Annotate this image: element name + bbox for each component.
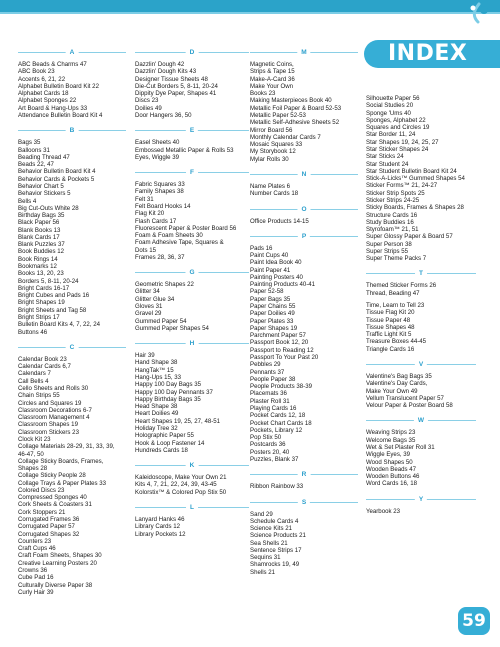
index-entry: Birthday Bags 35 — [18, 212, 65, 220]
section-gap — [366, 409, 476, 414]
index-entry: Number Cards 18 — [250, 190, 299, 198]
index-entry: Books 23 — [250, 90, 276, 98]
index-entry: Library Cards 12 — [135, 523, 181, 531]
index-entry: Alphabet Sponges 22 — [18, 97, 77, 105]
index-entry: Eyes, Wiggle 39 — [135, 153, 180, 161]
index-title-banner — [364, 40, 500, 68]
section-letter: F — [186, 167, 198, 179]
index-entry: Art Board & Hang-Ups 33 — [18, 104, 88, 112]
index-entry: Paper 52-58 — [250, 288, 284, 296]
index-entry: Super Strips 55 — [366, 247, 409, 255]
index-entry: Book Buddies 12 — [18, 248, 65, 256]
index-entry: Super Theme Packs 7 — [366, 255, 427, 263]
index-entry: Thread, Beading 47 — [366, 289, 420, 297]
index-entry: Attendance Bulletin Board Kit 4 — [18, 111, 103, 119]
index-entry: Frames 28, 36, 37 — [135, 253, 185, 261]
section-letter: E — [186, 125, 198, 137]
index-entry: Compressed Sponges 40 — [18, 494, 87, 502]
swirl-decoration-icon — [466, 2, 492, 24]
index-entry: Ribbon Rainbow 33 — [250, 483, 304, 491]
index-entry: Foam & Foam Sheets 30 — [135, 232, 203, 240]
index-entry: Craft Cups 46 — [18, 545, 56, 553]
index-entry: Chain Strips 55 — [18, 392, 60, 400]
index-entry: Doilies 49 — [135, 104, 162, 112]
index-entry: Heart Shapes 19, 25, 27, 48-51 — [135, 417, 221, 425]
index-entry: Happy 100 Day Bags 35 — [135, 381, 202, 389]
index-entry: Counters 23 — [18, 537, 52, 545]
section-heading — [250, 169, 358, 181]
index-entry: Classroom Management 4 — [18, 414, 90, 422]
index-entry: Buttons 46 — [18, 328, 48, 336]
index-entry: Star Sticks 24 — [366, 153, 404, 161]
section-letter: S — [298, 497, 310, 509]
index-entry: Calendar Book 23 — [18, 355, 67, 363]
section-heading — [135, 47, 249, 59]
index-entry: Mosaic Squares 33 — [250, 141, 303, 149]
index-entry: Collage Materials 28-29, 31, 33, 39, — [18, 443, 115, 451]
index-entry: Bright Strips 17 — [18, 314, 60, 321]
section-letter: P — [298, 231, 310, 243]
index-entry: Sticky Boards, Frames & Shapes 28 — [366, 204, 464, 212]
index-entry: Parchment Paper 57 — [250, 332, 306, 340]
section-heading — [250, 47, 358, 59]
section-letter: Y — [415, 494, 427, 506]
index-entry: Paint Cups 40 — [250, 252, 289, 260]
index-entry: Paper Chains 55 — [250, 303, 296, 311]
index-entry: ABC Beads & Charms 47 — [18, 61, 87, 68]
section-heading — [366, 359, 476, 371]
section-heading — [135, 502, 249, 514]
section-letter: H — [186, 338, 199, 350]
section-letter: C — [66, 342, 79, 354]
index-entry: Placemats 36 — [250, 390, 287, 398]
index-entry: Valentine's Bag Bags 35 — [366, 373, 432, 380]
index-entry: Flag Kit 20 — [135, 210, 165, 218]
index-entry: Cube Pad 16 — [18, 574, 54, 582]
index-entry: Wood Shapes 50 — [366, 458, 413, 466]
index-entry: Classroom Stickers 23 — [18, 428, 79, 436]
index-entry: Dazzlin' Dough 42 — [135, 61, 185, 68]
section-heading — [18, 125, 126, 137]
section-letter: L — [186, 502, 198, 514]
index-entry: Yearbook 23 — [366, 507, 400, 515]
index-entry: Study Buddies 16 — [366, 218, 414, 226]
section-letter: W — [414, 415, 428, 427]
index-entry: Structure Cards 16 — [366, 211, 418, 219]
index-entry: Playing Cards 16 — [250, 404, 297, 412]
index-entry: Super Person 38 — [366, 240, 412, 248]
index-entry: Calendar Cards 6,7 — [18, 363, 71, 371]
index-entry: Make-A-Card 36 — [250, 75, 295, 83]
index-entry: Calendars 7 — [18, 370, 51, 378]
index-entry: Felt 31 — [135, 195, 154, 203]
section-heading — [18, 47, 126, 59]
index-entry: Corrugated Frames 36 — [18, 516, 80, 524]
index-entry: Die-Cut Borders 5, 8-11, 20-24 — [135, 82, 218, 90]
index-entry: Welcome Bags 35 — [366, 436, 416, 444]
section-letter: B — [66, 125, 79, 137]
section-heading — [135, 125, 249, 137]
index-entry: Classroom Decorations 6-7 — [18, 406, 92, 414]
index-entry: Discs 23 — [135, 97, 159, 105]
index-entry: Science Products 21 — [250, 532, 306, 540]
index-entry: Cork Stoppers 21 — [18, 508, 66, 516]
section-gap — [18, 336, 126, 341]
index-entry: Sea Shells 21 — [250, 539, 288, 547]
index-entry: Tissue Flag Kit 20 — [366, 309, 415, 317]
index-entry: Family Shapes 38 — [135, 188, 184, 196]
index-entry: Paper Doilies 49 — [250, 310, 295, 318]
index-entry: Star Border 11, 24 — [366, 131, 416, 139]
section-gap — [135, 332, 249, 337]
section-heading — [366, 268, 476, 280]
index-entry: Hundreds Cards 18 — [135, 446, 188, 454]
section-heading — [250, 204, 358, 216]
section-gap — [366, 353, 476, 358]
index-entry: Monthly Calendar Cards 7 — [250, 133, 321, 141]
index-entry: HangTak™ 15 — [135, 366, 174, 374]
index-entry: Collage Sticky Boards, Frames, — [18, 457, 104, 465]
index-entry: Felt Board Hooks 14 — [135, 202, 191, 210]
index-entry: Gummed Paper Shapes 54 — [135, 324, 209, 332]
index-entry: Star Student Bulletin Board Kit 24 — [366, 167, 457, 175]
index-entry: Painting Posters 40 — [250, 273, 303, 281]
index-entry: Classroom Shapes 19 — [18, 421, 78, 429]
index-entry: Bags 35 — [18, 139, 41, 147]
index-entry: Paper Bags 35 — [250, 295, 291, 303]
index-entry: Hang-Ups 15, 33 — [135, 374, 182, 381]
index-entry: Bright Cards 16-17 — [18, 284, 70, 292]
index-entry: Fabric Squares 33 — [135, 181, 185, 189]
index-entry: Gummed Paper 54 — [135, 317, 187, 325]
index-entry: Kaleidoscope, Make Your Own 21 — [135, 474, 227, 482]
index-entry: Silhouette Paper 56 — [366, 95, 420, 102]
page-title: INDEX — [388, 41, 468, 66]
index-column-1 — [18, 46, 126, 601]
index-entry: Metallic Foil Paper & Board 52-53 — [250, 104, 342, 112]
section-gap — [18, 119, 126, 124]
index-entry: Dazzlin' Dough Kits 43 — [135, 68, 197, 76]
top-stripe — [0, 0, 500, 12]
index-entry: Pocket Cards 12, 18 — [250, 412, 306, 420]
index-entry: Passport to Reading 12 — [250, 346, 314, 354]
index-entry: Wiggle Eyes, 39 — [366, 451, 411, 459]
section-heading — [250, 231, 358, 243]
section-gap — [135, 538, 249, 543]
index-entry: Posters 20, 40 — [250, 448, 290, 456]
index-entry: Shells 21 — [250, 568, 276, 576]
index-entry: Alphabet Bulletin Board Kit 22 — [18, 82, 99, 90]
index-entry: Shamrocks 19, 49 — [250, 561, 300, 569]
index-entry: Social Studies 20 — [366, 102, 414, 110]
index-entry: Strips & Tape 15 — [250, 68, 295, 76]
section-heading — [250, 469, 358, 481]
index-entry: Black Paper 56 — [18, 219, 60, 227]
section-letter: M — [297, 47, 310, 59]
index-entry: Bookmarks 12 — [18, 263, 57, 271]
index-entry: Hair 39 — [135, 352, 155, 360]
section-gap — [250, 463, 358, 468]
index-entry: My Storybook 12 — [250, 148, 296, 156]
index-entry: Behavior Stickers 5 — [18, 190, 71, 198]
index-entry: ABC Book 23 — [18, 68, 55, 76]
section-gap — [250, 225, 358, 230]
section-heading — [250, 497, 358, 509]
section-gap — [250, 198, 358, 203]
index-entry: Star Sticker Shapes 24 — [366, 145, 429, 153]
section-gap — [366, 515, 476, 520]
index-entry: Heart Doilies 49 — [135, 410, 179, 418]
index-entry: Sponges, Alphabet 22 — [366, 116, 426, 124]
index-entry: Holiday Tree 32 — [135, 424, 178, 432]
index-entry: Holographic Paper 55 — [135, 432, 194, 440]
section-letter: O — [297, 204, 310, 216]
index-entry: Pocket Chart Cards 18 — [250, 419, 312, 427]
index-entry: Accents 6, 21, 22 — [18, 75, 66, 83]
index-entry: Traffic Light Kit 5 — [366, 331, 412, 339]
index-entry: Pebbles 29 — [250, 361, 281, 369]
index-entry: Dippity Dye Paper, Shapes 41 — [135, 90, 217, 98]
index-entry: Glitter 34 — [135, 288, 160, 296]
index-entry: Paper Shapes 19 — [250, 324, 298, 332]
index-entry: Creative Learning Posters 20 — [18, 559, 97, 567]
section-gap — [135, 454, 249, 459]
section-gap — [135, 161, 249, 166]
section-letter: T — [415, 268, 427, 280]
index-entry: Sticker Strips 24-25 — [366, 196, 420, 204]
index-entry: Valentine's Day Cards, — [366, 380, 428, 388]
index-entry: Craft Foam Sheets, Shapes 30 — [18, 552, 102, 560]
index-entry: Geometric Shapes 22 — [135, 281, 194, 289]
index-entry: Glitter Glue 34 — [135, 295, 175, 303]
index-entry: Sequins 31 — [250, 554, 281, 562]
index-entry: Crowns 36 — [18, 567, 48, 574]
section-gap — [250, 491, 358, 496]
index-entry: Gravel 29 — [135, 310, 162, 318]
index-entry: Super Glossy Paper & Board 57 — [366, 233, 453, 241]
index-entry: Behavior Cards & Pockets 5 — [18, 175, 95, 183]
index-entry: Fluorescent Paper & Poster Board 56 — [135, 224, 237, 232]
index-entry: Library Pockets 12 — [135, 530, 186, 538]
index-entry: Bulletin Board Kits 4, 7, 22, 24 — [18, 321, 100, 329]
index-entry: Behavior Bulletin Board Kit 4 — [18, 168, 96, 176]
index-entry: Mylar Rolls 30 — [250, 155, 289, 163]
index-entry: Making Masterpieces Book 40 — [250, 97, 332, 105]
index-entry: Corrugated Paper 57 — [18, 523, 75, 531]
index-entry: Beading Thread 47 — [18, 153, 70, 161]
index-entry: Colored Discs 23 — [18, 486, 65, 494]
top-stripe-accent — [0, 12, 500, 14]
index-column-4 — [366, 95, 476, 520]
index-entry: Pennants 37 — [250, 368, 285, 376]
index-entry: Cello Sheets and Rolls 30 — [18, 384, 89, 392]
index-entry: Embossed Metallic Paper & Rolls 53 — [135, 146, 234, 154]
index-entry: Kolorstix™ & Colored Pop Stix 50 — [135, 488, 227, 496]
index-entry: Hook & Loop Fastener 14 — [135, 439, 205, 447]
section-letter: D — [186, 47, 199, 59]
index-entry: Make Your Own 49 — [366, 387, 418, 395]
index-entry: Happy Birthday Bags 35 — [135, 395, 201, 403]
index-entry: Painting Products 40-41 — [250, 281, 316, 289]
section-gap — [250, 576, 358, 581]
index-entry: Metallic Paper 52-53 — [250, 111, 306, 119]
index-entry: Mirror Board 56 — [250, 126, 293, 134]
index-entry: Wooden Buttons 46 — [366, 473, 420, 481]
index-entry: Bells 4 — [18, 197, 37, 205]
index-entry: Designer Tissue Sheets 48 — [135, 75, 208, 83]
index-column-3 — [250, 46, 358, 581]
section-letter: K — [186, 460, 199, 472]
index-entry: Make Your Own — [250, 82, 294, 90]
index-entry: Collage Trays & Paper Plates 33 — [18, 479, 107, 487]
index-entry: Tissue Paper 48 — [366, 316, 411, 324]
section-letter: V — [415, 359, 427, 371]
index-entry: Alphabet Cards 18 — [18, 90, 69, 98]
index-entry: Star Shapes 19, 24, 25, 27 — [366, 138, 439, 146]
index-entry: Styrofoam™ 21, 51 — [366, 226, 419, 234]
index-entry: Stick-A-Licks™ Gummed Shapes 54 — [366, 175, 465, 183]
section-heading — [18, 342, 126, 354]
index-entry: Pop Stix 50 — [250, 434, 282, 442]
index-entry: Book Rings 14 — [18, 255, 58, 263]
index-entry: Collage Sticky People 28 — [18, 472, 86, 480]
index-entry: Weaving Strips 23 — [366, 429, 416, 437]
index-entry: Time, Learn to Tell 23 — [366, 302, 425, 310]
index-entry: Balloons 31 — [18, 146, 50, 154]
section-letter: G — [185, 267, 198, 279]
index-entry: Bright Cubes and Pads 16 — [18, 292, 90, 300]
section-heading — [135, 267, 249, 279]
index-entry: Treasure Boxes 44-45 — [366, 338, 427, 346]
index-entry: Flash Cards 17 — [135, 217, 177, 225]
section-heading — [135, 460, 249, 472]
index-entry: People Products 38-39 — [250, 383, 312, 391]
index-entry: Dots 15 — [135, 246, 157, 254]
index-entry: Hand Shape 38 — [135, 359, 178, 367]
index-entry: Head Shape 38 — [135, 403, 178, 411]
index-entry: Curly Hair 39 — [18, 588, 54, 596]
index-entry: Plaster Roll 31 — [250, 397, 290, 405]
index-entry: Metallic Self-Adhesive Sheets 52 — [250, 119, 340, 127]
index-entry: Behavior Chart 5 — [18, 182, 64, 190]
section-gap — [250, 163, 358, 168]
index-entry: Wooden Beads 47 — [366, 465, 417, 473]
index-entry: Triangle Cards 16 — [366, 345, 415, 353]
index-entry: Science Kits 21 — [250, 525, 293, 533]
index-entry: Vellum Translucent Paper 57 — [366, 394, 444, 402]
index-entry: Shapes 28 — [18, 465, 48, 473]
index-entry: Paper Plates 33 — [250, 317, 294, 325]
index-entry: 46-47, 50 — [18, 450, 44, 458]
index-entry: Happy 100 Day Pennants 37 — [135, 388, 213, 396]
index-entry: Big Cut-Outs White 28 — [18, 204, 79, 212]
index-entry: Door Hangers 36, 50 — [135, 111, 192, 119]
section-letter: R — [298, 469, 311, 481]
section-gap — [366, 488, 476, 493]
index-entry: Postcards 36 — [250, 441, 286, 449]
index-entry: Tissue Shapes 48 — [366, 323, 415, 331]
index-entry: Sticker Strip Spots 25 — [366, 189, 425, 197]
index-entry: Sticker Forms™ 21, 24-27 — [366, 182, 438, 190]
index-column-2 — [135, 46, 249, 543]
index-entry: Pockets, Library 12 — [250, 426, 303, 434]
index-entry: Blank Cards 17 — [18, 233, 60, 241]
index-entry: Bright Shapes 19 — [18, 299, 65, 307]
section-gap — [135, 496, 249, 501]
index-entry: Beads 22, 47 — [18, 161, 54, 169]
index-entry: Paint Paper 41 — [250, 266, 291, 274]
index-entry: Sand 29 — [250, 510, 273, 518]
index-entry: Themed Sticker Forms 26 — [366, 282, 437, 290]
index-entry: People Paper 38 — [250, 375, 296, 383]
section-heading — [366, 494, 476, 506]
index-entry: Borders 5, 8-11, 20-24 — [18, 277, 79, 285]
index-entry: Culturally Diverse Paper 38 — [18, 581, 93, 589]
index-entry: Circles and Squares 19 — [18, 399, 82, 407]
index-entry: Office Products 14-15 — [250, 217, 309, 225]
index-entry: Name Plates 6 — [250, 182, 290, 190]
index-entry: Paint Idea Book 40 — [250, 259, 302, 267]
index-entry: Sentence Strips 17 — [250, 546, 302, 554]
section-heading — [135, 167, 249, 179]
index-entry: Sponge 'Ums 40 — [366, 109, 411, 117]
section-gap — [366, 262, 476, 267]
index-entry: Foam Adhesive Tape, Squares & — [135, 239, 224, 247]
section-heading — [135, 338, 249, 350]
index-entry: Cork Sheets & Coasters 31 — [18, 501, 92, 509]
section-letter: A — [66, 47, 79, 59]
index-entry: Clock Kit 23 — [18, 435, 51, 443]
index-entry: Passport To Your Past 20 — [250, 354, 319, 361]
index-entry: Blank Books 13 — [18, 226, 61, 234]
section-gap — [135, 261, 249, 266]
index-entry: Wet & Set Plaster Roll 31 — [366, 443, 435, 451]
index-entry: Blank Puzzles 37 — [18, 241, 65, 249]
index-entry: Easel Sheets 40 — [135, 139, 180, 147]
index-entry: Bright Sheets and Tag 58 — [18, 306, 87, 314]
index-entry: Magnetic Coins, — [250, 61, 294, 68]
index-entry: Pads 16 — [250, 244, 273, 252]
index-entry: Lanyard Hanks 46 — [135, 515, 185, 523]
section-gap — [135, 119, 249, 124]
section-heading — [366, 415, 476, 427]
index-entry: Passport Book 12, 20 — [250, 339, 309, 347]
index-entry: Books 13, 20, 23 — [18, 270, 64, 278]
index-entry: Puzzles, Blank 37 — [250, 455, 299, 463]
index-entry: Corrugated Shapes 32 — [18, 530, 80, 538]
index-entry: Squares and Circles 19 — [366, 124, 430, 132]
index-entry: Schedule Cards 4 — [250, 517, 299, 525]
page-number: 59 — [458, 607, 490, 635]
index-entry: Velour Paper & Poster Board 58 — [366, 402, 453, 410]
index-entry: Star Student 24 — [366, 160, 409, 168]
index-entry: Call Bells 4 — [18, 377, 49, 385]
index-entry: Kits 4, 7, 21, 22, 24, 39, 43-45 — [135, 481, 217, 489]
section-letter: N — [298, 169, 311, 181]
index-entry: Gloves 31 — [135, 303, 163, 311]
section-gap — [18, 596, 126, 601]
index-entry: Word Cards 16, 18 — [366, 480, 418, 488]
